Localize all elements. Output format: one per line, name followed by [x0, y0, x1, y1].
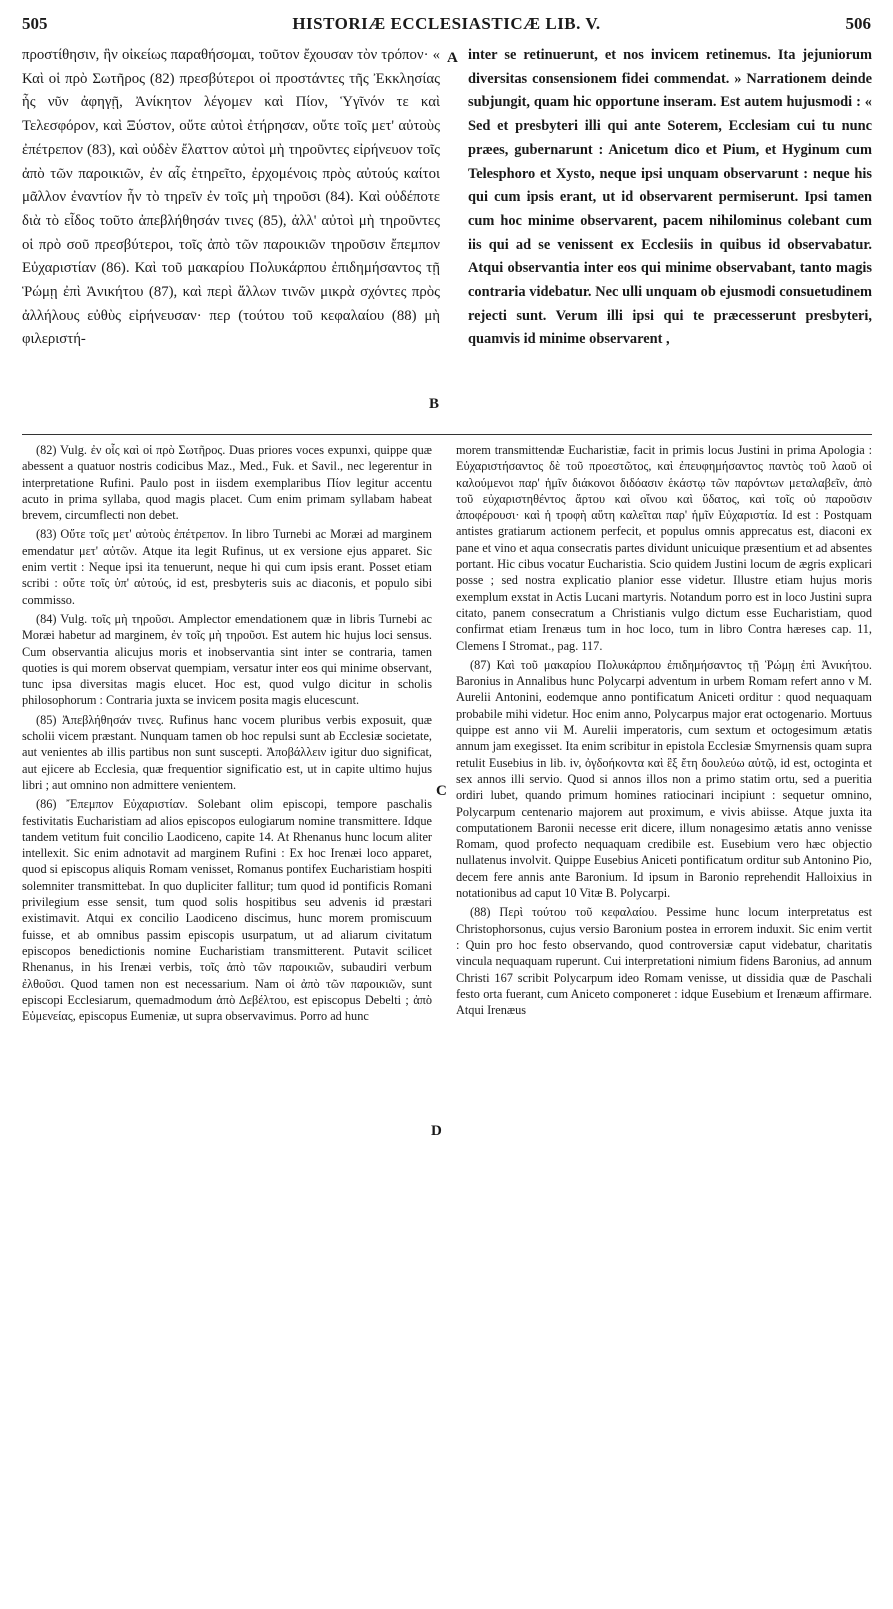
note-85: (85) Ἀπεβλήθησάν τινες. Rufinus hanc vocem pluribus verbis exposuit, quæ scholii vicem præstant. Nunquam tamen ob hoc repulsi sunt ab Ecclesiæ societate, aut venientes ab illis partibus non sunt suscepti. Ἀποβάλλειν igitur duo significat, aut ejicere ab Ecclesia, quæ frequentior significatio est, ut in capite ultimo hujus libri ; aut omnino non admittere venientem.: [22, 712, 432, 792]
margin-letter-c: C: [436, 783, 447, 799]
notes-left-column: [22, 442, 432, 1592]
latin-text-column: [468, 44, 872, 424]
greek-text: προστίθησιν, ἣν οἰκείως παραθήσομαι, τοῦτον ἔχουσαν τὸν τρόπον· « Καὶ οἱ πρὸ Σωτῆρος (82) πρεσβύτεροι οἱ προστάντες τῆς Ἐκκλησίας ἧς νῦν ἀφηγῇ, Ἀνίκητον λέγομεν καὶ Πίον, Ὑγῖνόν τε καὶ Τελεσφόρον, καὶ Ξύστον, οὔτε αὐτοὶ ἐτήρησαν, οὔτε τοῖς μετ' αὐτοὺς ἐπέτρεπον (83), καὶ οὐδὲν ἔλαττον αὐτοὶ μὴ τηροῦντες εἰρήνευον τοῖς ἀπὸ τῶν παροικιῶν, ἐν αἷς ἐτηρεῖτο, ἐρχομένοις πρὸς αὐτούς καίτοι μᾶλλον ἐναντίον ἦν τὸ τηρεῖν ἐν τοῖς μὴ τηροῦσι (84). Καὶ οὐδέποτε διὰ τὸ εἶδος τοῦτο ἀπεβλήθησάν τινες (85), ἀλλ' αὐτοὶ μὴ τηροῦντες οἱ πρὸ σοῦ πρεσβύτεροι, τοῖς ἀπὸ τῶν παροικιῶν τηροῦσιν ἔπεμπον Εὐχαριστίαν (86). Καὶ τοῦ μακαρίου Πολυκάρπου ἐπιδημήσαντος τῇ Ῥώμῃ ἐπὶ Ἀνικήτου (87), καὶ περὶ ἄλλων τινῶν μικρὰ σχόντες πρὸς ἀλλήλους εὐθὺς εἰρήνευσαν· περ (τούτου τοῦ κεφαλαίου (88) μὴ φιλεριστή-: [22, 47, 440, 348]
page-number-left: 505: [22, 14, 48, 33]
note-88: (88) Περὶ τούτου τοῦ κεφαλαίου. Pessime hunc locum interpretatus est Christophorsonus, cujus versio Baronium postea in errorem induxit. Sic enim vertit : Quin pro hoc festo observando, quod controversiæ caput videbatur, charitatis vincula nequaquam ruperunt. Cui interpretationi nimium fidens Baronius, ad annum Christi 167 scribit Polycarpum ideo Romam venisse, ut dissidia quæ de Paschali festo orta fuerant, cum Aniceto componeret : idque Eusebium et Irenæum affirmare. Atqui Irenæus: [456, 905, 872, 1018]
notes-divider: [22, 434, 872, 435]
page-number-right: 506: [845, 14, 871, 33]
running-title: HISTORIÆ ECCLESIASTICÆ LIB. V.: [292, 14, 601, 33]
margin-letter-a: A: [447, 50, 458, 66]
margin-letter-b: B: [429, 396, 440, 412]
note-86-continued: morem transmittendæ Eucharistiæ, facit in primis locus Justini in prima Apologia : Εὐχαριστήσαντος δὲ τοῦ προεστῶτος, καὶ ἐπευφημήσαντος παντὸς τοῦ λαοῦ οἱ καλούμενοι παρ' ἡμῖν διάκονοι διδόασιν ἑκάστῳ τῶν παρόντων μεταλαβεῖν, ἀπὸ τοῦ εὐχαριστηθέντος ἄρτου καὶ οἴνου καὶ ὕδατος, καὶ τοῖς οὐ παροῦσιν ἀποφέρουσι· καὶ ἡ τροφὴ αὕτη καλεῖται παρ' ἡμῖν Εὐχαριστία. Id est : Postquam antistes gratiarum actionem perfecit, et populus omnis apprecatus est, diaconi ex pane et vino et aqua consecratis partes dividunt unicuique præsentium et ad absentes portant. Hic cibus vocatur Eucharistia. Scio quidem Justini locum de ægris explicari posse ; sed nostra explicatio planior esse videtur. Illustre etiam hujus moris exemplum exstat in Actis Lucani martyris. Notandum porro est in loco Justini supra citato, panem consecratum a Christianis vulgo dictum esse Eucharistiam, quod confirmat etiam Irenæus tum in hoc loco, tum in libro Contra hæreses cap. 11, Clemens I Stromat., pag. 117.: [456, 443, 872, 653]
notes-right-column: [456, 442, 872, 1592]
note-87: (87) Καὶ τοῦ μακαρίου Πολυκάρπου ἐπιδημήσαντος τῇ Ῥώμῃ ἐπὶ Ἀνικήτου. Baronius in Annalibus hunc Polycarpi adventum in urbem Romam refert anno v M. Aurelii Antonini, eodemque anno pontificatum Aniceti orditur : quod nequaquam probabile mihi videtur. Hoc enim anno, Polycarpus major erat octogenario. Mortuus quippe est anno vii M. Aurelii imperatoris, cum sextum et octogesimum ætatis annum jam exegisset. Ita enim scribitur in epistola Ecclesiæ Smyrnensis quam supra retulit Eusebius in lib. iv, ὀγδοήκοντα καὶ ἓξ ἔτη δουλεύω αὐτῷ, id est, octoginta et sex annos illi servio. Quod si annos illos non a primo statim ortu, sed a pueritia ordiri lubet, quando primum homines ratiocinari incipiunt : sequetur omnino, Polycarpum centenario majorem aut proximum, e vivis abiisse. Atque juxta ita computationem Baronii necesse erit dicere, illum nonagesimo ætatis anno venisse Romam, quod profecto nequaquam credibile est. Eusebium vero hæc objectio nullatenus involvit. Quippe Eusebius Aniceti pontificatum orditur sub Antonino Pio, decem fere annis ante Baronium. Id ipsum in Baronio reprehendit Halloixius in notationibus ad caput 10 Vitæ B. Polycarpi.: [456, 657, 872, 901]
note-82: (82) Vulg. ἐν οἷς καὶ οἱ πρὸ Σωτῆρος. Duas priores voces expunxi, quippe quæ abessent a quatuor nostris codicibus Maz., Med., Fuk. et Savil., nec legerentur in interpretatione Rufini. Paulo post in iisdem exemplaribus Πίον legitur accentu acuto in prima syllaba, quod magis placet. Cum enim primam syllabam habeat brevem, circumflecti non debet.: [22, 443, 432, 523]
note-86: (86) Ἔπεμπον Εὐχαριστίαν. Solebant olim episcopi, tempore paschalis festivitatis Eucharistiam ad alios episcopos eulogiarum nomine transmittere. Idque tandem vetitum fuit concilio Laodiceno, capite 14. At Rhenanus hunc locum aliter intellexit. Sic enim adnotavit ad marginem Rufini : Ex hoc Irenæi loco apparet, quod si episcopus aliquis Romam venisset, Romanus pontifex Eucharistiam hospiti solemniter transmittebat. In quo dupliciter fallitur; tum quod id pontificis Romani privilegium esse sensit, tum quod solis hospitibus seu advenis id præstari existimavit. Atqui ex concilio Laodiceno discimus, hunc morem promiscuum fuisse, et ab omnibus passim episcopis usurpatum, ut ad aliarum civitatum episcopos benedictionis nomine Eucharistiam transmitterent. Putavit scilicet Rhenanus, in his Irenæi verbis, τοῖς ἀπὸ τῶν παροικιῶν, subaudiri verbum ἐλθοῦσι. Quod tamen non est necessarium. Nam οἱ ἀπὸ τῶν παροικιῶν, sunt episcopi Ecclesiarum, quemadmodum ἀπὸ Δεβέλτου, est episcopus Debelti ; ἀπὸ Εὐμενείας, episcopus Eumeniæ, ut supra observavimus. Porro ad hunc: [22, 797, 432, 1024]
latin-text: inter se retinuerunt, et nos invicem retinemus. Ita jejuniorum diversitas consensionem fidei commendat. » Narrationem deinde subjungit, quam hic opportune inseram. Est autem hujusmodi : « Sed et presbyteri illi qui ante Soterem, Ecclesiam cui tu nunc præes, gubernarunt : Anicetum dico et Pium, et Hyginum cum Telesphoro et Xysto, neque ipsi unquam observarunt : neque his qui cum ipsis erant, ut id observarent permiserunt. Ipsi tamen cum hoc minime observarent, pacem nihilominus colebant cum iis qui ad se venissent ex Ecclesiis in quibus id observabatur. Atqui observantia inter eos qui minime observabant, tanto magis contraria videbatur. Nec ulli unquam ob ejusmodi consuetudinem rejecti sunt. Verum illi ipsi qui te præcesserunt presbyteri, quamvis id minime observarent ,: [468, 47, 872, 348]
note-84: (84) Vulg. τοῖς μὴ τηροῦσι. Amplector emendationem quæ in libris Turnebi ac Moræi habetur ad marginem, ἐν τοῖς μὴ τηροῦσι. Est autem hic hujus loci sensus. Cum observantia alicujus moris et inobservantia sint inter se contraria, tamen quoties is qui morem observat quempiam, versatur inter eos qui minime observant, tunc ipsa diversitas magis elucet. Hoc est, quod vulgo dicitur in scholis philosophorum : Contraria juxta se invicem posita magis elucescunt.: [22, 611, 432, 708]
greek-text-column: [22, 44, 440, 424]
margin-letter-d: D: [431, 1123, 442, 1139]
note-83: (83) Οὔτε τοῖς μετ' αὐτοὺς ἐπέτρεπον. In libro Turnebi ac Moræi ad marginem emendatur μετ' αὐτῶν. Atque ita legit Rufinus, ut ex versione ejus apparet. Sic enim vertit : Neque ipsi ita tenuerunt, neque hi qui cum ipsis erant. Posset etiam scribi : οὔτε τοῖς ὑπ' αὐτούς, id est, presbyteris suis ac diaconis, et populo sibi commisso.: [22, 527, 432, 607]
